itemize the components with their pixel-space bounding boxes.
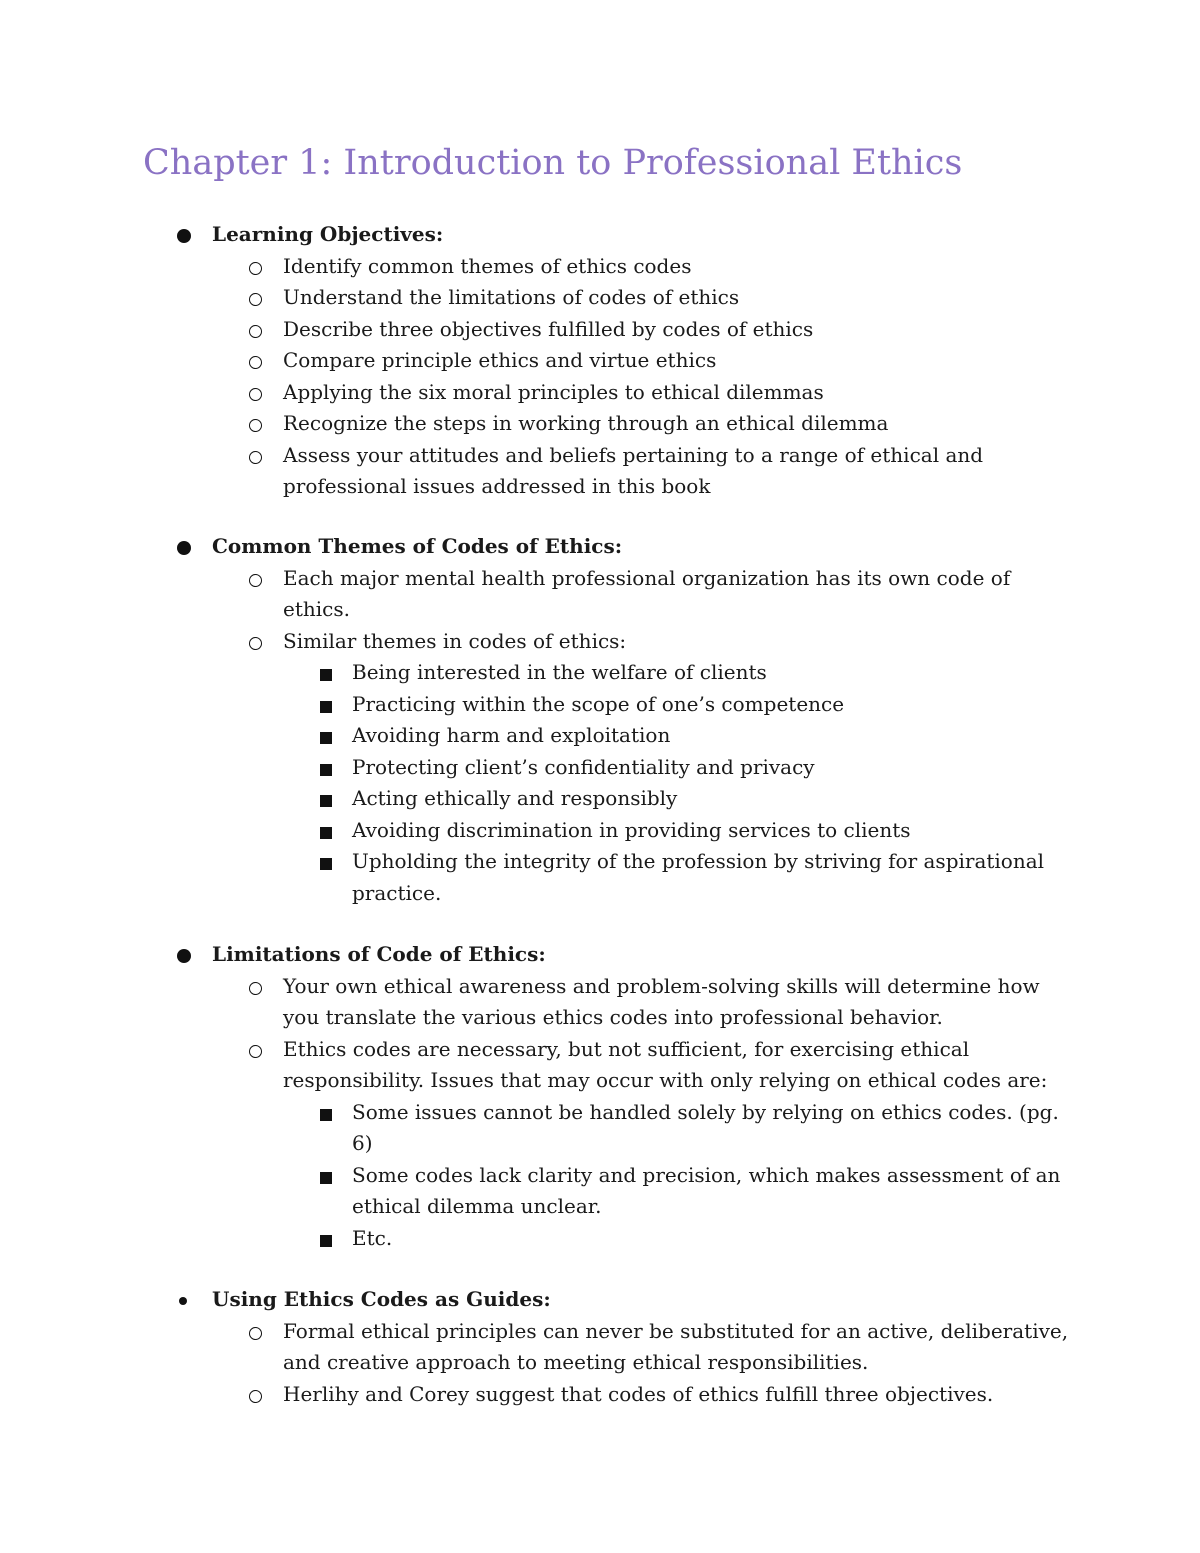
sub-list-item-text: Practicing within the scope of one’s competence (352, 691, 845, 716)
sub-list-item (0, 815, 1200, 847)
sub-list-item-continuation (0, 1191, 1200, 1223)
list-item-text: Your own ethical awareness and problem-solving skills will determine how (283, 973, 1040, 998)
list-item (0, 440, 1200, 472)
list-item-continuation-text: and creative approach to meeting ethical responsibilities. (283, 1350, 869, 1374)
sub-list-item-continuation (0, 1128, 1200, 1160)
outline-section (0, 1284, 1200, 1410)
sub-list-item-text: Acting ethically and responsibly (352, 786, 678, 810)
section-heading-text: Using Ethics Codes as Guides: (212, 1287, 551, 1311)
list-item (0, 626, 1200, 658)
list-item-text: Compare principle ethics and virtue ethics (283, 348, 717, 372)
sub-list-item (0, 689, 1200, 721)
sub-list-item-text: Avoiding discrimination in providing services to clients (352, 817, 911, 842)
bullet-circle-icon (249, 574, 262, 587)
section-heading (0, 531, 1200, 563)
bullet-circle-icon (249, 293, 262, 306)
bullet-dot-icon (179, 1297, 187, 1305)
section-heading (0, 219, 1200, 251)
bullet-square-icon (320, 858, 332, 870)
bullet-circle-icon (249, 451, 262, 464)
sub-list-item-text: Etc. (352, 1225, 393, 1250)
list-item-continuation (0, 1347, 1200, 1379)
list-item-text: Formal ethical principles can never be substituted for an active, deliberative, (283, 1318, 1069, 1343)
bullet-disc-icon (177, 949, 191, 963)
list-item-text: Assess your attitudes and beliefs pertaining to a range of ethical and (283, 442, 984, 467)
bullet-circle-icon (249, 1390, 262, 1403)
list-item-text: Understand the limitations of codes of ethics (283, 285, 740, 309)
sub-list-item-text: Some issues cannot be handled solely by relying on ethics codes. (pg. (352, 1099, 1059, 1124)
sub-list-item-continuation-text: 6) (352, 1131, 373, 1155)
list-item (0, 563, 1200, 595)
list-item-continuation (0, 471, 1200, 503)
list-item-text: Identify common themes of ethics codes (283, 253, 692, 278)
list-item (0, 345, 1200, 377)
list-item-text: Applying the six moral principles to ethical dilemmas (283, 379, 824, 404)
sub-list-item-text: Being interested in the welfare of clients (352, 660, 767, 684)
list-item-text: Recognize the steps in working through an ethical dilemma (283, 411, 889, 435)
bullet-circle-icon (249, 388, 262, 401)
list-item (0, 971, 1200, 1003)
bullet-circle-icon (249, 325, 262, 338)
outline-section (0, 939, 1200, 1254)
sub-list-item-text: Some codes lack clarity and precision, which makes assessment of an (352, 1162, 1061, 1187)
page-title: Chapter 1: Introduction to Professional Ethics (143, 143, 963, 183)
section-heading (0, 939, 1200, 971)
sub-list-item-text: Protecting client’s confidentiality and privacy (352, 754, 815, 779)
section-heading-text: Limitations of Code of Ethics: (212, 942, 546, 966)
sub-list-item-text: Upholding the integrity of the profession by striving for aspirational (352, 849, 1045, 873)
list-item (0, 408, 1200, 440)
list-item (0, 282, 1200, 314)
outline-section (0, 219, 1200, 503)
list-item (0, 314, 1200, 346)
list-item-continuation-text: you translate the various ethics codes into professional behavior. (283, 1005, 943, 1029)
list-item-continuation (0, 594, 1200, 626)
list-item (0, 377, 1200, 409)
list-item-text: Ethics codes are necessary, but not sufficient, for exercising ethical (283, 1036, 970, 1061)
sub-list-item-text: Avoiding harm and exploitation (352, 723, 671, 747)
list-item-continuation-text: ethics. (283, 597, 350, 621)
list-item (0, 1316, 1200, 1348)
sub-list-item (0, 1160, 1200, 1192)
list-item-continuation (0, 1002, 1200, 1034)
bullet-square-icon (320, 795, 332, 807)
bullet-circle-icon (249, 1327, 262, 1340)
bullet-circle-icon (249, 419, 262, 432)
list-item-text: Herlihy and Corey suggest that codes of ethics fulfill three objectives. (283, 1381, 994, 1406)
list-item-continuation-text: professional issues addressed in this book (283, 474, 711, 498)
sub-list-item (0, 1223, 1200, 1255)
list-item-text: Describe three objectives fulfilled by codes of ethics (283, 316, 814, 341)
bullet-square-icon (320, 732, 332, 744)
bullet-square-icon (320, 764, 332, 776)
sub-list-item (0, 846, 1200, 878)
bullet-circle-icon (249, 356, 262, 369)
sub-list-item-continuation-text: ethical dilemma unclear. (352, 1194, 602, 1218)
sub-list-item (0, 752, 1200, 784)
bullet-square-icon (320, 1109, 332, 1121)
sub-list-item-continuation-text: practice. (352, 880, 442, 905)
bullet-circle-icon (249, 982, 262, 995)
outline-section (0, 531, 1200, 909)
sub-list-item-continuation (0, 878, 1200, 910)
bullet-square-icon (320, 701, 332, 713)
bullet-circle-icon (249, 637, 262, 650)
bullet-circle-icon (249, 262, 262, 275)
list-item-continuation-text: responsibility. Issues that may occur with only relying on ethical codes are: (283, 1068, 1048, 1092)
bullet-square-icon (320, 1172, 332, 1184)
list-item (0, 1379, 1200, 1411)
list-item-continuation (0, 1065, 1200, 1097)
section-heading-text: Common Themes of Codes of Ethics: (212, 534, 623, 558)
sub-list-item (0, 783, 1200, 815)
list-item (0, 251, 1200, 283)
bullet-circle-icon (249, 1045, 262, 1058)
sub-list-item (0, 720, 1200, 752)
list-item (0, 1034, 1200, 1066)
list-item-text: Similar themes in codes of ethics: (283, 628, 627, 653)
bullet-square-icon (320, 827, 332, 839)
bullet-disc-icon (177, 541, 191, 555)
bullet-square-icon (320, 1235, 332, 1247)
section-heading-text: Learning Objectives: (212, 222, 444, 246)
list-item-text: Each major mental health professional organization has its own code of (283, 565, 1011, 590)
section-heading (0, 1284, 1200, 1316)
sub-list-item (0, 657, 1200, 689)
bullet-disc-icon (177, 229, 191, 243)
sub-list-item (0, 1097, 1200, 1129)
bullet-square-icon (320, 669, 332, 681)
